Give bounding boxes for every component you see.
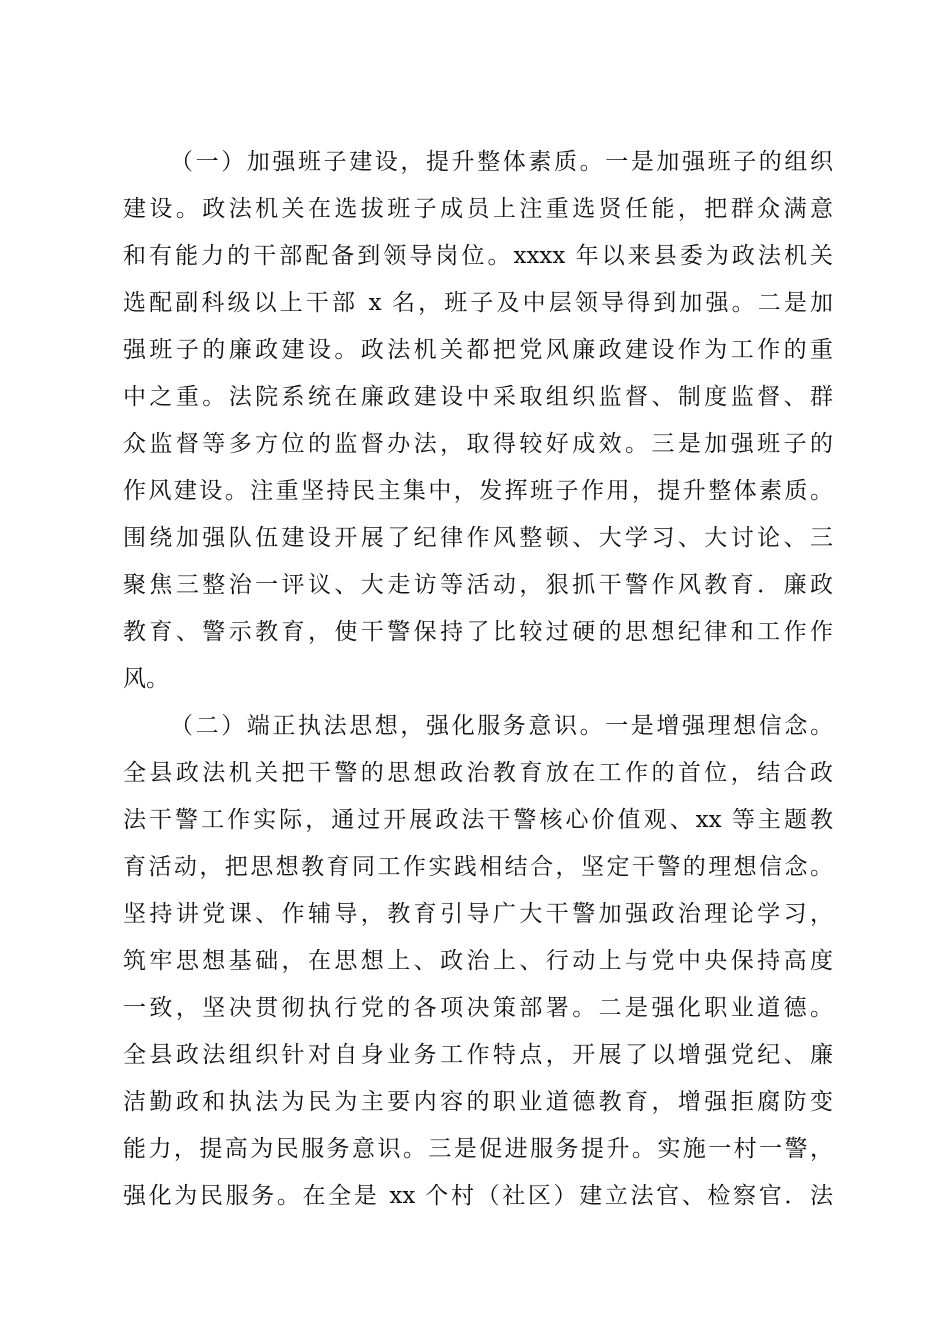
paragraph-1-line-9: 围绕加强队伍建设开展了纪律作风整顿、大学习、大讨论、三 [123,525,833,551]
paragraph-1-line-12: 风。 [123,666,169,692]
paragraph-1-line-8: 作风建设。注重坚持民主集中，发挥班子作用，提升整体素质。 [123,478,833,504]
paragraph-1-line-7: 众监督等多方位的监督办法，取得较好成效。三是加强班子的 [123,431,833,457]
paragraph-1-line-11: 教育、警示教育，使干警保持了比较过硬的思想纪律和工作作 [123,619,833,645]
paragraph-2-line-4: 育活动，把思想教育同工作实践相结合，坚定干警的理想信念。 [123,854,833,880]
paragraph-2-line-7: 一致，坚决贯彻执行党的各项决策部署。二是强化职业道德。 [123,995,833,1021]
paragraph-1-line-2: 建设。政法机关在选拔班子成员上注重选贤任能，把群众满意 [123,196,833,222]
paragraph-2-line-10: 能力，提高为民服务意识。三是促进服务提升。实施一村一警， [123,1136,833,1162]
paragraph-2-line-8: 全县政法组织针对自身业务工作特点，开展了以增强党纪、廉 [123,1042,833,1068]
paragraph-2-line-3: 法干警工作实际，通过开展政法干警核心价值观、xx 等主题教 [123,807,833,833]
paragraph-2-line-9: 洁勤政和执法为民为主要内容的职业道德教育，增强拒腐防变 [123,1089,833,1115]
paragraph-1-line-4: 选配副科级以上干部 x 名，班子及中层领导得到加强。二是加 [123,290,833,316]
paragraph-1-line-1: （一）加强班子建设，提升整体素质。一是加强班子的组织 [170,149,833,175]
paragraph-2-line-5: 坚持讲党课、作辅导，教育引导广大干警加强政治理论学习， [123,901,833,927]
paragraph-2-line-6: 筑牢思想基础，在思想上、政治上、行动上与党中央保持高度 [123,948,833,974]
paragraph-2-line-1: （二）端正执法思想，强化服务意识。一是增强理想信念。 [170,713,833,739]
paragraph-1-line-5: 强班子的廉政建设。政法机关都把党风廉政建设作为工作的重 [123,337,833,363]
paragraph-2-line-2: 全县政法机关把干警的思想政治教育放在工作的首位，结合政 [123,760,833,786]
paragraph-1-line-3: 和有能力的干部配备到领导岗位。xxxx 年以来县委为政法机关 [123,243,833,269]
paragraph-2-line-11: 强化为民服务。在全是 xx 个村（社区）建立法官、检察官．法 [123,1183,833,1209]
paragraph-1-line-6: 中之重。法院系统在廉政建设中采取组织监督、制度监督、群 [123,384,833,410]
paragraph-1-line-10: 聚焦三整治一评议、大走访等活动，狠抓干警作风教育．廉政 [123,572,833,598]
